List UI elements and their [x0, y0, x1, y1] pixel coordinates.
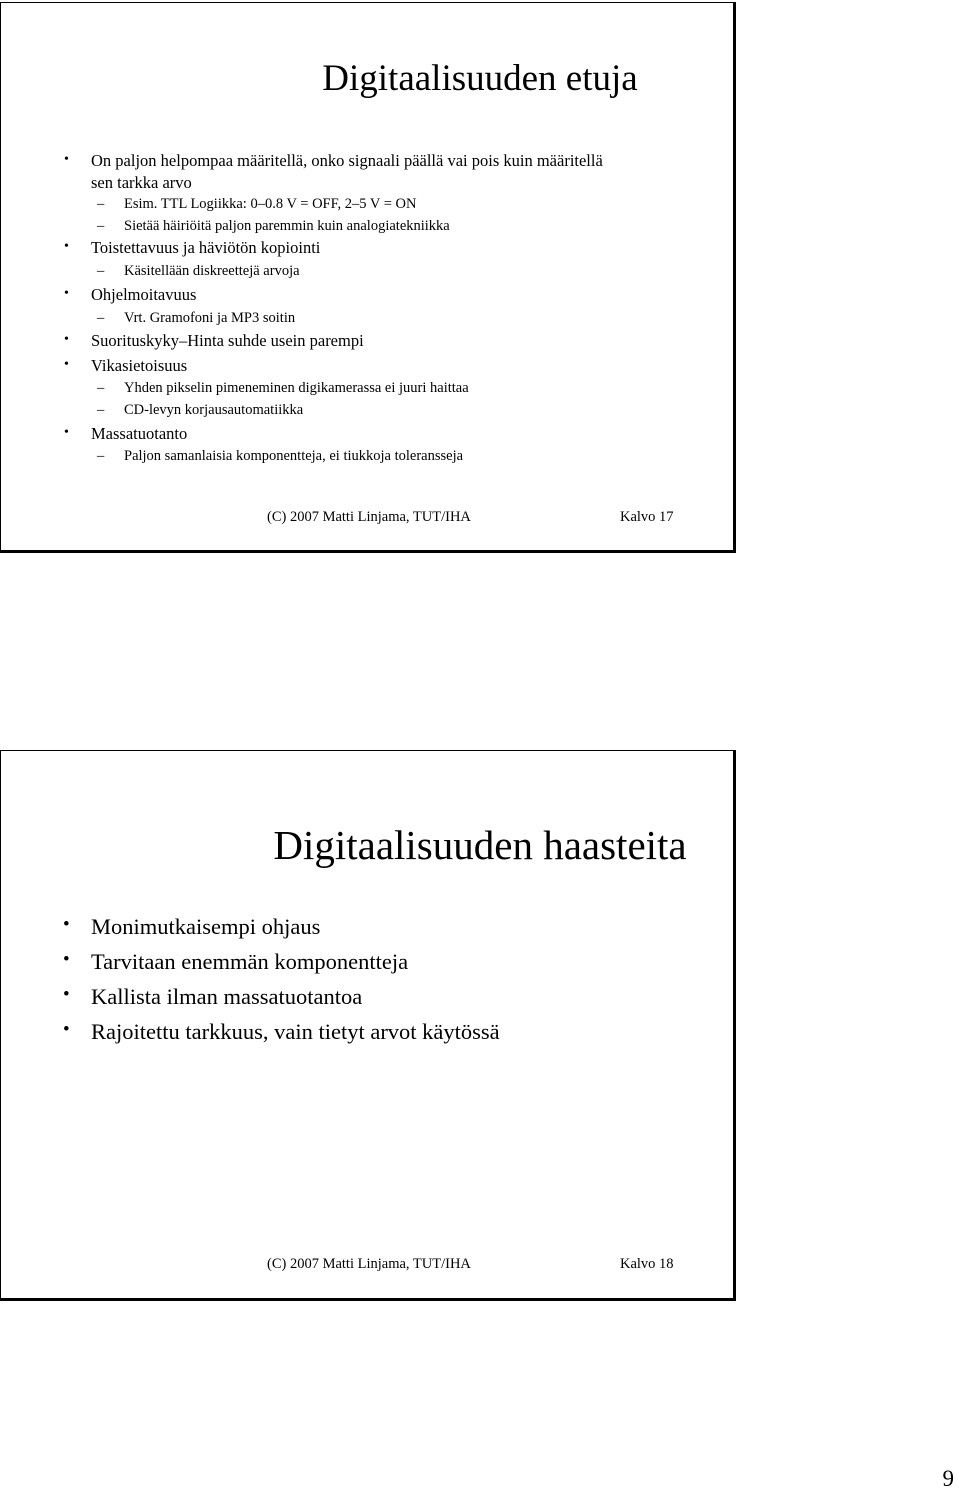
dash-icon: –	[97, 196, 105, 212]
slide-1-bullet-1	[64, 151, 603, 171]
slide-2-bullet-4	[63, 1019, 500, 1045]
dash-icon: –	[97, 448, 105, 464]
page-number: 9	[942, 1466, 954, 1491]
slide-1-sub-1	[97, 196, 417, 213]
bullet-icon: •	[64, 332, 69, 347]
bullet-text: On paljon helpompaa määritellä, onko signaali päällä vai pois kuin määritellä	[91, 151, 603, 170]
slide-1-footer-slide-number: Kalvo 17	[620, 509, 674, 525]
slide-2-footer-credit: (C) 2007 Matti Linjama, TUT/IHA	[267, 1256, 471, 1272]
bullet-text: Vikasietoisuus	[91, 356, 188, 375]
slide-2-bullet-3	[63, 984, 363, 1010]
slide-1-sub-2	[97, 218, 450, 235]
slide-1-bullet-4	[64, 331, 364, 351]
sub-text: Vrt. Gramofoni ja MP3 soitin	[124, 310, 296, 326]
dash-icon: –	[97, 310, 105, 326]
bullet-text: Toistettavuus ja häviötön kopiointi	[91, 238, 321, 257]
slide-1-sub-5	[97, 380, 469, 397]
bullet-icon: •	[64, 239, 69, 254]
slide-1-bullet-2	[64, 238, 321, 258]
bullet-text: Tarvitaan enemmän komponentteja	[91, 949, 409, 974]
bullet-icon: •	[64, 286, 69, 301]
bullet-icon: •	[64, 357, 69, 372]
bullet-text: Kallista ilman massatuotantoa	[91, 984, 363, 1009]
sub-text: Esim. TTL Logiikka: 0–0.8 V = OFF, 2–5 V = ON	[124, 196, 417, 212]
slide-1-bullet-3	[64, 285, 197, 305]
sub-text: Paljon samanlaisia komponentteja, ei tiukkoja toleransseja	[124, 448, 464, 464]
slide-1-sub-4	[97, 310, 296, 327]
slide-1-sub-3	[97, 263, 300, 280]
bullet-text: Monimutkaisempi ohjaus	[91, 914, 321, 939]
slide-1-sub-7	[97, 448, 464, 465]
bullet-text: Rajoitettu tarkkuus, vain tietyt arvot käytössä	[91, 1019, 500, 1044]
bullet-icon: •	[63, 949, 70, 970]
bullet-text: sen tarkka arvo	[91, 173, 192, 192]
slide-1-footer-credit: (C) 2007 Matti Linjama, TUT/IHA	[267, 509, 471, 525]
dash-icon: –	[97, 380, 105, 396]
dash-icon: –	[97, 263, 105, 279]
dash-icon: –	[97, 218, 105, 234]
slide-1-bullet-1-continued	[91, 174, 192, 193]
sub-text: CD-levyn korjausautomatiikka	[124, 402, 304, 418]
slide-2-bullet-1	[63, 914, 321, 940]
slide-1-title: Digitaalisuuden etuja	[322, 58, 638, 99]
slide-2-bullet-2	[63, 949, 409, 975]
bullet-icon: •	[63, 914, 70, 935]
bullet-text: Massatuotanto	[91, 424, 188, 443]
bullet-text: Suorituskyky–Hinta suhde usein parempi	[91, 331, 364, 350]
bullet-icon: •	[63, 984, 70, 1005]
slide-2-title: Digitaalisuuden haasteita	[273, 822, 687, 868]
sub-text: Sietää häiriöitä paljon paremmin kuin analogiatekniikka	[124, 218, 450, 234]
sub-text: Yhden pikselin pimeneminen digikamerassa ei juuri haittaa	[124, 380, 469, 396]
bullet-text: Ohjelmoitavuus	[91, 285, 197, 304]
slide-1-bullet-5	[64, 356, 188, 376]
slide-1-sub-6	[97, 402, 304, 419]
slide-1-bullet-6	[64, 424, 188, 444]
dash-icon: –	[97, 402, 105, 418]
bullet-icon: •	[64, 152, 69, 167]
bullet-icon: •	[64, 425, 69, 440]
slide-2-footer-slide-number: Kalvo 18	[620, 1256, 674, 1272]
sub-text: Käsitellään diskreettejä arvoja	[124, 263, 300, 279]
bullet-icon: •	[63, 1019, 70, 1040]
